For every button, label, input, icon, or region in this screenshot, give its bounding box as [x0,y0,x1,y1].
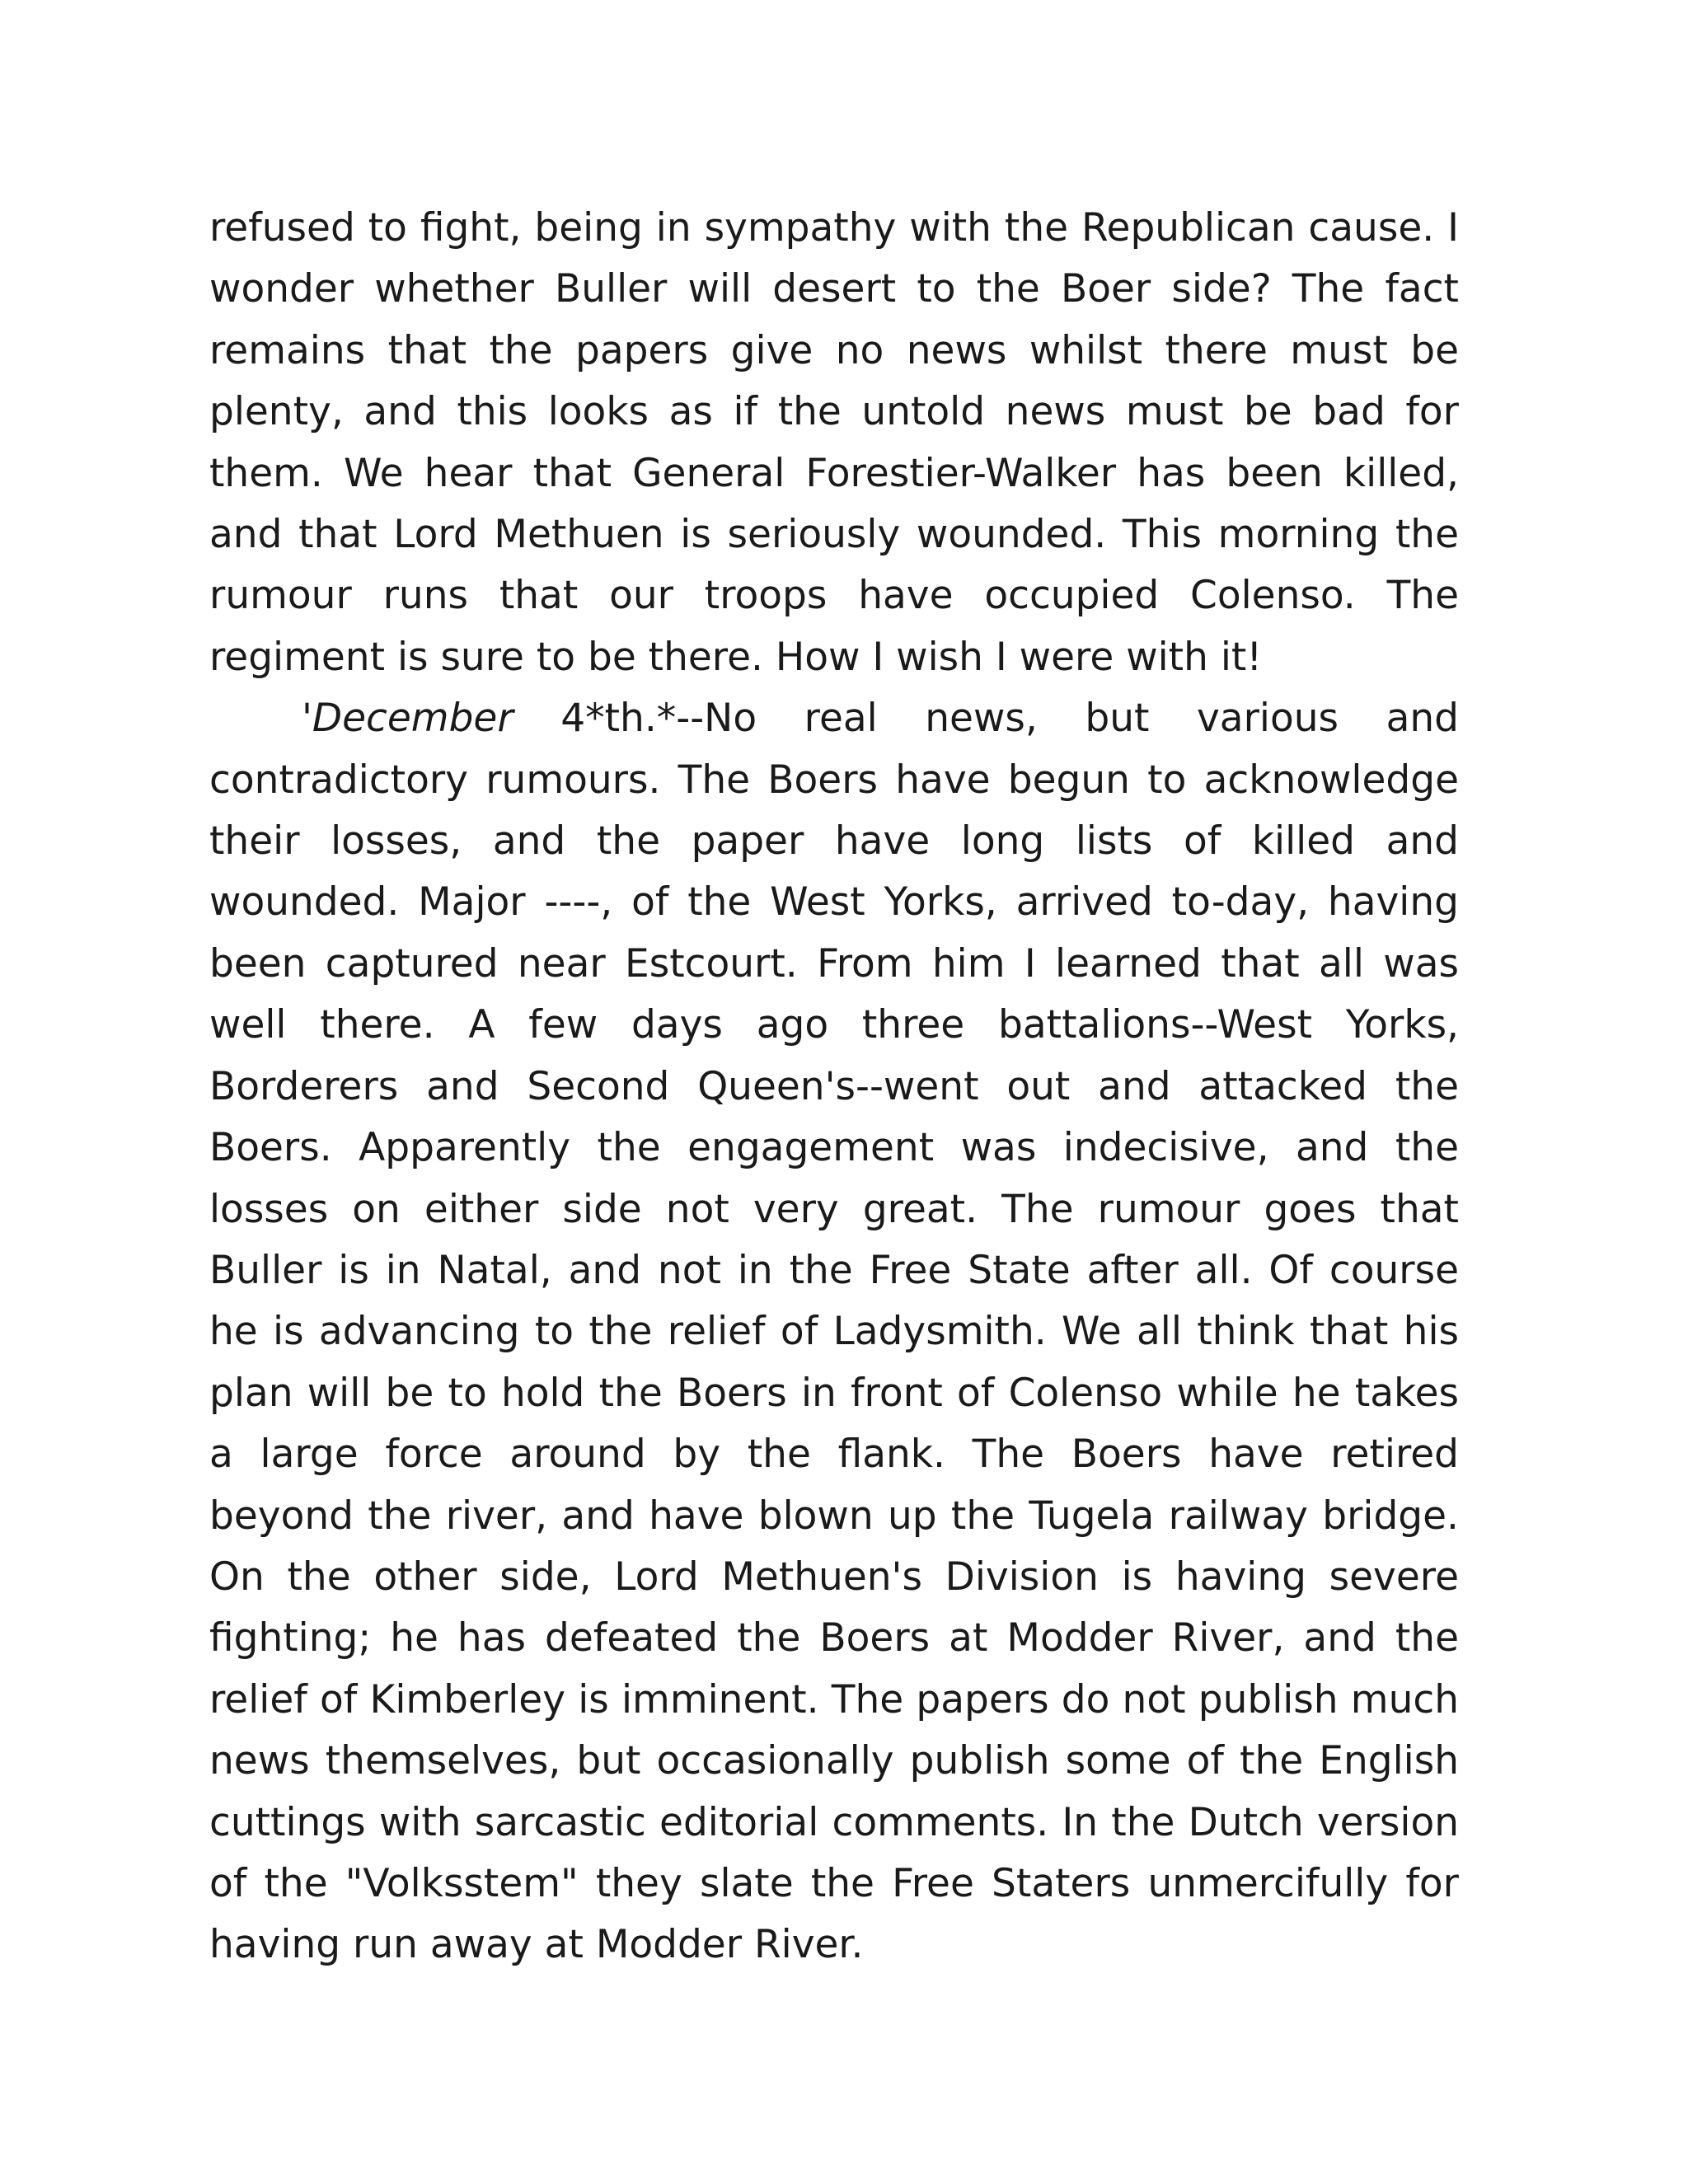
paragraph-1 [209,198,1459,688]
document-page [209,198,1459,1976]
paragraph-2-lead-italic: December [312,696,513,742]
paragraph-1-text: refused to fight, being in sympathy with the Republican cause. I wonder whether Buller will desert to the Boer side? The fact remains that the papers give no news whilst there must be plenty, and this looks as if the untold news must be bad for them. We hear that General Forestier-Walker has been killed, and that Lord Methuen is seriously wounded. This morning the rumour runs that our troops have occupied Colenso. The regiment is sure to be there. How I wish I were with it! [209,205,1459,680]
paragraph-2-lead-prefix: ' [302,696,312,742]
paragraph-2 [209,688,1459,1976]
paragraph-2-text: 4*th.*--No real news, but various and contradictory rumours. The Boers have begun to acknowledge their losses, and the paper have long lists of killed and wounded. Major ----, of the West Yorks, arrived to-day, having been captured near Estcourt. From him I learned that all was well there. A few days ago three battalions--West Yorks, Borderers and Second Queen's--went out and attacked the Boers. Apparently the engagement was indecisive, and the losses on either side not very great. The rumour goes that Buller is in Natal, and not in the Free State after all. Of course he is advancing to the relief of Ladysmith. We all think that his plan will be to hold the Boers in front of Colenso while he takes a large force around by the flank. The Boers have retired beyond the river, and have blown up the Tugela railway bridge. On the other side, Lord Methuen's Division is having severe fighting; he has defeated the Boers at Modder River, and the relief of Kimberley is imminent. The papers do not publish much news themselves, but occasionally publish some of the English cuttings with sarcastic editorial comments. In the Dutch version of the "Volksstem" they slate the Free Staters unmercifully for having run away at Modder River. [209,696,1459,1968]
